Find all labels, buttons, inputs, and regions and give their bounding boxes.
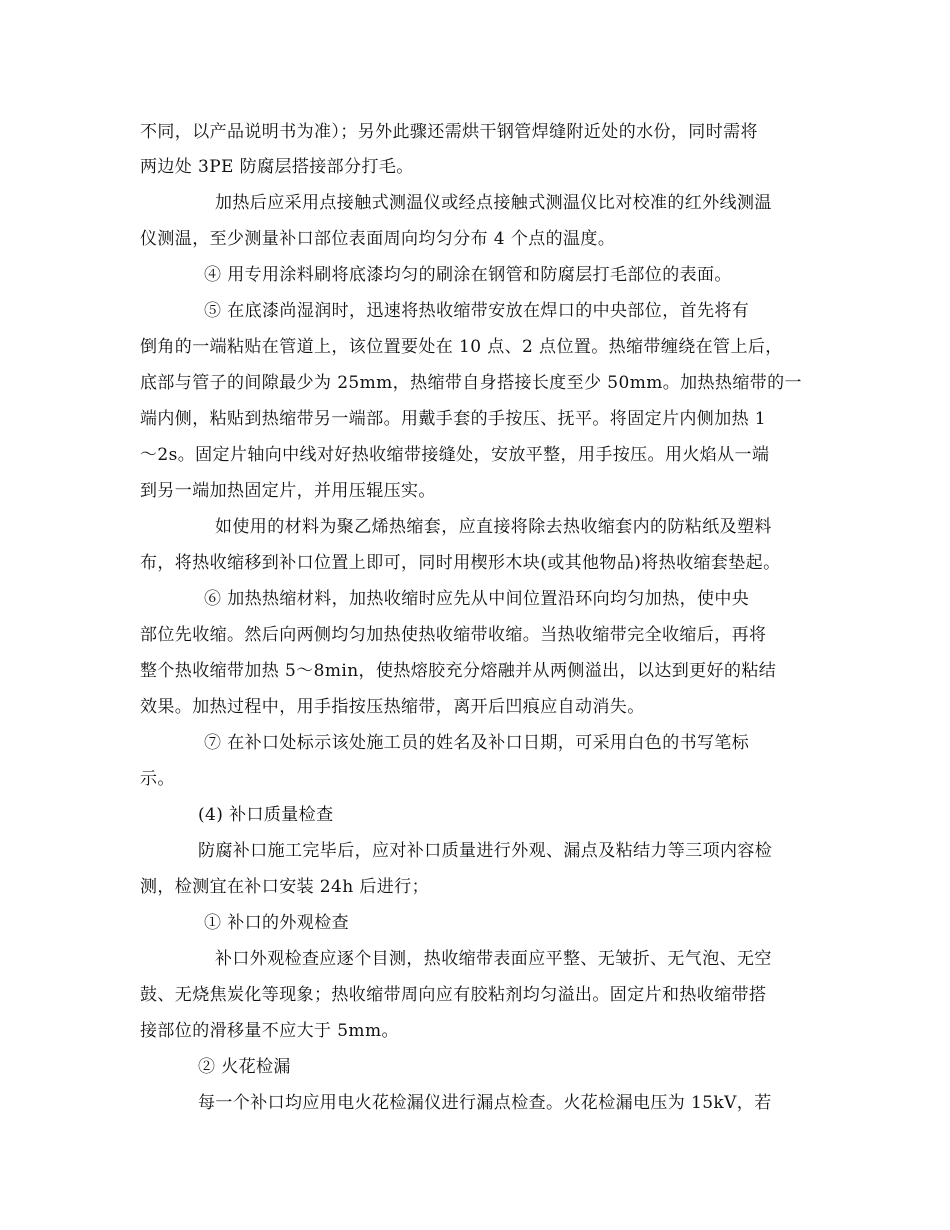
- text-line: 补口外观检查应逐个目测，热收缩带表面应平整、无皱折、无气泡、无空: [215, 949, 772, 969]
- text-line: 整个热收缩带加热 5～8min，使热熔胶充分熔融并从两侧溢出，以达到更好的粘结: [140, 661, 777, 681]
- text-line: 不同，以产品说明书为准）；另外此骤还需烘干钢管焊缝附近处的水份，同时需将: [140, 122, 758, 142]
- text-line: 每一个补口均应用电火花检漏仪进行漏点检查。火花检漏电压为 15kV，若: [198, 1093, 772, 1113]
- subsection-heading: ② 火花检漏: [198, 1057, 291, 1077]
- text-line: 鼓、无烧焦炭化等现象；热收缩带周向应有胶粘剂均匀溢出。固定片和热收缩带搭: [140, 985, 767, 1005]
- text-line: ～2s。固定片轴向中线对好热收缩带接缝处，安放平整，用手按压。用火焰从一端: [140, 445, 770, 465]
- text-line: 布，将热收缩移到补口位置上即可，同时用楔形木块(或其他物品)将热收缩套垫起。: [140, 553, 781, 573]
- section-heading: (4) 补口质量检查: [198, 805, 334, 825]
- text-line: 防腐补口施工完毕后，应对补口质量进行外观、漏点及粘结力等三项内容检: [198, 841, 773, 861]
- text-line: 如使用的材料为聚乙烯热缩套，应直接将除去热收缩套内的防粘纸及塑料: [215, 517, 772, 537]
- text-line: 到另一端加热固定片，并用压辊压实。: [140, 481, 436, 501]
- text-line: 底部与管子的间隙最少为 25mm，热缩带自身搭接长度至少 50mm。加热热缩带的一: [140, 373, 802, 393]
- text-line: 测，检测宜在补口安装 24h 后进行；: [140, 877, 429, 897]
- text-line: ④ 用专用涂料刷将底漆均匀的刷涂在钢管和防腐层打毛部位的表面。: [204, 265, 732, 285]
- text-line: 两边处 3PE 防腐层搭接部分打毛。: [140, 157, 414, 177]
- text-line: 效果。加热过程中，用手指按压热缩带，离开后凹痕应自动消失。: [140, 697, 645, 717]
- text-line: 示。: [140, 769, 175, 789]
- text-line: 加热后应采用点接触式测温仪或经点接触式测温仪比对校准的红外线测温: [215, 193, 772, 213]
- text-line: ⑦ 在补口处标示该处施工员的姓名及补口日期，可采用白色的书写笔标: [204, 733, 750, 753]
- subsection-heading: ① 补口的外观检查: [204, 913, 350, 933]
- text-line: ⑤ 在底漆尚湿润时，迅速将热收缩带安放在焊口的中央部位，首先将有: [204, 301, 750, 321]
- text-line: 仪测温，至少测量补口部位表面周向均匀分布 4 个点的温度。: [140, 229, 616, 249]
- text-line: 部位先收缩。然后向两侧均匀加热使热收缩带收缩。当热收缩带完全收缩后，再将: [140, 625, 767, 645]
- text-line: 接部位的滑移量不应大于 5mm。: [140, 1021, 399, 1041]
- text-line: 端内侧，粘贴到热缩带另一端部。用戴手套的手按压、抚平。将固定片内侧加热 1: [140, 409, 767, 429]
- text-line: ⑥ 加热热缩材料，加热收缩时应先从中间位置沿环向均匀加热，使中央: [204, 589, 750, 609]
- text-line: 倒角的一端粘贴在管道上，该位置要处在 10 点、2 点位置。热缩带缠绕在管上后，: [140, 337, 783, 357]
